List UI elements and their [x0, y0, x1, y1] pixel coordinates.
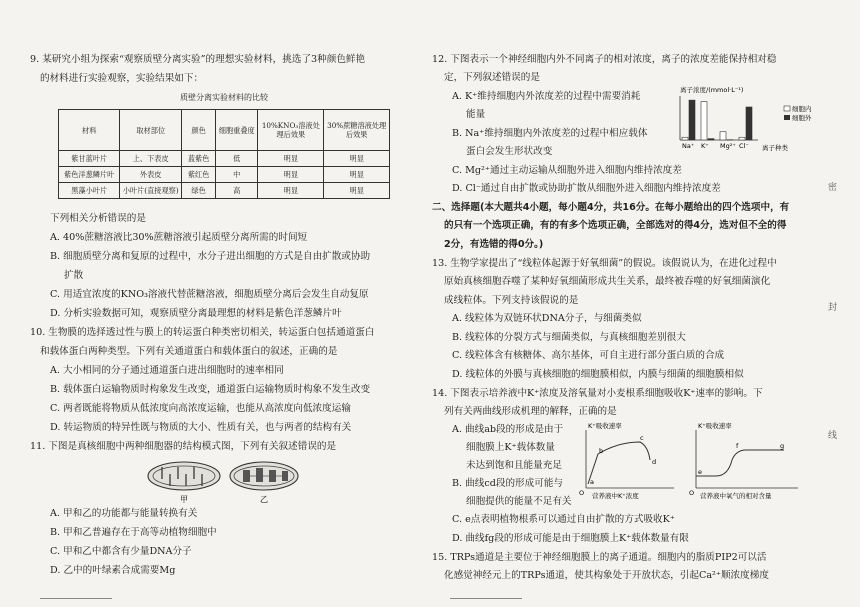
q9-prompt: 下列相关分析错误的是: [50, 213, 146, 224]
q9-table: [58, 109, 390, 199]
chart1-ylabel: K⁺吸收速率: [588, 422, 622, 430]
section2-line2: 的只有一个选项正确，有的有多个选项正确，全部选对的得4分，选对但不全的得: [444, 220, 787, 231]
q11-option-d: D. 乙中的叶绿素合成需要Mg: [50, 565, 176, 576]
table-cell: 明显: [258, 167, 324, 183]
q11-option-b: B. 甲和乙普遍存在于高等动植物细胞中: [50, 527, 217, 538]
q9-table-title: 质壁分离实验材料的比较: [180, 93, 268, 102]
chart2-point-g: g: [780, 442, 785, 450]
chart1-point-a: a: [590, 478, 594, 486]
bar-outside: [689, 100, 695, 140]
q12-option-c: C. Mg²⁺通过主动运输从细胞外进入细胞内维持浓度差: [452, 165, 682, 176]
chart-xlabel: 离子种类: [762, 144, 788, 152]
chart-bars: [682, 100, 752, 140]
bar-inside: [682, 137, 688, 140]
legend-inside: 细胞内: [792, 105, 812, 113]
table-cell: 明显: [324, 183, 390, 199]
chart1-xlabel: 营养液中K⁺浓度: [592, 492, 639, 500]
q9-option-b-line2: 扩散: [64, 270, 84, 281]
q12-stem-line2: 定，下列叙述错误的是: [444, 72, 540, 83]
q12-stem-line1: 12. 下图表示一个神经细胞内外不同离子的相对浓度，离子的浓度差能保持相对稳: [432, 54, 777, 65]
q10-stem-line1: 10. 生物膜的选择透过性与膜上的转运蛋白种类密切相关，转运蛋白包括通道蛋白: [30, 327, 375, 338]
table-cell: 紫红色: [182, 167, 216, 183]
q10-option-c: C. 两者既能将物质从低浓度向高浓度运输，也能从高浓度向低浓度运输: [50, 403, 351, 414]
section2-line1: 二、选择题(本大题共4小题，每小题4分，共16分。在每小题给出的四个选项中，有: [432, 202, 790, 213]
q9-option-c: C. 用适宜浓度的KNO₃溶液代替蔗糖溶液，细胞质壁分离后会发生自动复原: [50, 289, 369, 300]
table-cell: 上、下表皮: [120, 151, 182, 167]
q10-stem-line2: 和载体蛋白两种类型。下列有关通道蛋白和载体蛋白的叙述，正确的是: [40, 346, 338, 357]
legend-outside: 细胞外: [792, 114, 812, 122]
footer-rule: [40, 598, 112, 599]
bar-inside: [739, 137, 745, 140]
q12-option-d: D. Cl⁻通过自由扩散或协助扩散从细胞外进入细胞内维持浓度差: [452, 183, 721, 194]
bar-inside: [701, 102, 707, 141]
table-cell: 中: [216, 167, 258, 183]
q9-option-b-line1: B. 细胞质壁分离和复原的过程中，水分子进出细胞的方式是自由扩散或协助: [50, 251, 371, 262]
q14-chart-k-concentration: [578, 420, 678, 502]
chart2-ylabel: K⁺吸收速率: [698, 422, 732, 430]
section2-line3: 2分，有选错的得0分。): [444, 239, 544, 250]
chart-ylabel: 离子浓度/(mmol·L⁻¹): [680, 86, 744, 94]
x-tick-label: Mg²⁺: [720, 142, 736, 150]
q14-option-c: C. e点表明植物根系可以通过自由扩散的方式吸收K⁺: [452, 514, 675, 525]
chart1-origin: O: [579, 489, 585, 497]
chloroplast-diagram: [230, 462, 298, 490]
margin-seal-char-1: 密: [828, 183, 838, 193]
table-header-cell: 材料: [59, 110, 120, 151]
q13-option-c: C. 线粒体含有核糖体、高尔基体，可自主进行部分蛋白质的合成: [452, 350, 725, 361]
table-header-cell: 10%KNO₃溶液处理后效果: [258, 110, 324, 151]
table-cell: 明显: [258, 151, 324, 167]
chart2-point-f: f: [736, 442, 739, 450]
table-header-cell: 30%蔗糖溶液处理后效果: [324, 110, 390, 151]
table-cell: 明显: [324, 167, 390, 183]
chart2-curve: [696, 450, 784, 476]
q13-option-d: D. 线粒体的外膜与真核细胞的细胞膜相似，内膜与细菌的细胞膜相似: [452, 369, 744, 380]
chart-tick-labels: [682, 142, 749, 150]
table-row: [59, 167, 390, 183]
chart1-point-b: b: [599, 447, 604, 455]
q13-option-a: A. 线粒体为双链环状DNA分子，与细菌类似: [452, 313, 642, 324]
bar-outside: [708, 139, 714, 140]
q13-stem-line1: 13. 生物学家提出了“线粒体起源于好氧细菌”的假说。该假说认为，在进化过程中: [432, 258, 777, 269]
table-cell: 明显: [258, 183, 324, 199]
table-header-cell: 细胞重叠度: [216, 110, 258, 151]
table-cell: 低: [216, 151, 258, 167]
table-cell: 黑藻小叶片: [59, 183, 120, 199]
legend-swatch-outside: [784, 115, 790, 120]
table-cell: 紫甘蓝叶片: [59, 151, 120, 167]
table-cell: 蓝紫色: [182, 151, 216, 167]
q11-option-a: A. 甲和乙的功能都与能量转换有关: [50, 508, 198, 519]
q14-option-b-line1: B. 曲线cd段的形成可能与: [452, 478, 564, 489]
q12-ion-chart: [666, 84, 830, 154]
chart1-point-c: c: [640, 434, 644, 442]
q9-option-a: A. 40%蔗糖溶液比30%蔗糖溶液引起质壁分离所需的时间短: [50, 232, 308, 243]
legend-swatch-inside: [784, 106, 790, 111]
q11-stem: 11. 下图是真核细胞中两种细胞器的结构模式图，下列有关叙述错误的是: [30, 441, 337, 452]
q9-option-d: D. 分析实验数据可知，观察质壁分离最理想的材料是紫色洋葱鳞片叶: [50, 308, 342, 319]
q10-option-d: D. 转运物质的特异性既与物质的大小、性质有关，也与两者的结构有关: [50, 422, 352, 433]
q9-stem-line1: 9. 某研究小组为探索“观察质壁分离实验”的理想实验材料，挑选了3种颜色鲜艳: [30, 54, 366, 65]
x-tick-label: Cl⁻: [739, 142, 749, 150]
table-header-cell: 颜色: [182, 110, 216, 151]
q13-stem-line2: 原始真核细胞吞噬了某种好氧细菌形成共生关系，最终被吞噬的好氧细菌演化: [444, 276, 771, 287]
bar-inside: [720, 132, 726, 140]
chart1-point-d: d: [652, 458, 657, 466]
q13-stem-line3: 成线粒体。下列支持该假说的是: [444, 295, 579, 306]
chart2-xlabel: 营养液中氧气的相对含量: [700, 492, 772, 500]
table-cell: 绿色: [182, 183, 216, 199]
q12-option-b-line1: B. Na⁺维持细胞内外浓度差的过程中相应载体: [452, 128, 648, 139]
mitochondrion-diagram: [148, 462, 220, 490]
q11-option-c: C. 甲和乙中都含有少量DNA分子: [50, 546, 192, 557]
q9-stem-line2: 的材料进行实验观察，实验结果如下：: [40, 73, 204, 84]
q12-option-b-line2: 蛋白会发生形状改变: [466, 146, 553, 157]
margin-seal-char-3: 线: [828, 431, 838, 441]
q10-option-a: A. 大小相同的分子通过通道蛋白进出细胞时的速率相同: [50, 365, 284, 376]
q12-option-a-line1: A. K⁺维持细胞内外浓度差的过程中需要消耗: [452, 91, 641, 102]
bar-outside: [746, 107, 752, 140]
q14-stem-line2: 列有关两曲线形成机理的解释，正确的是: [444, 406, 617, 417]
q12-option-a-line2: 能量: [466, 109, 486, 120]
x-tick-label: K⁺: [701, 142, 709, 150]
table-cell: 紫色洋葱鳞片叶: [59, 167, 120, 183]
chart1-curve: [588, 442, 650, 484]
table-cell: 外表皮: [120, 167, 182, 183]
q14-option-a-line3: 未达到饱和且能量充足: [466, 460, 562, 471]
chart2-point-e: e: [698, 468, 702, 476]
table-cell: 明显: [324, 151, 390, 167]
label-yi: 乙: [260, 495, 268, 504]
x-tick-label: Na⁺: [682, 142, 695, 150]
table-row: [59, 183, 390, 199]
margin-seal-char-2: 封: [828, 303, 838, 313]
footer-rule: [450, 598, 522, 599]
label-jia: 甲: [180, 495, 188, 504]
table-cell: 小叶片(直接观察): [120, 183, 182, 199]
q11-organelle-figure: [140, 458, 330, 506]
table-row: [59, 151, 390, 167]
q15-stem-line2: 化感觉神经元上的TRPs通道，使其构象处于开放状态，引起Ca²⁺顺浓度梯度: [444, 570, 769, 581]
q14-option-a-line2: 细胞膜上K⁺载体数量: [466, 442, 555, 453]
q14-stem-line1: 14. 下图表示培养液中K⁺浓度及溶氧量对小麦根系细胞吸收K⁺速率的影响。下: [432, 388, 763, 399]
chart2-origin: O: [689, 489, 695, 497]
q13-option-b: B. 线粒体的分裂方式与细菌类似，与真核细胞差别很大: [452, 332, 686, 343]
q14-option-a-line1: A. 曲线ab段的形成是由于: [452, 424, 564, 435]
table-header-cell: 取材部位: [120, 110, 182, 151]
q14-option-b-line2: 细胞提供的能量不足有关: [466, 496, 572, 507]
q10-option-b: B. 载体蛋白运输物质时构象发生改变，通道蛋白运输物质时构象不发生改变: [50, 384, 371, 395]
table-header-row: [59, 110, 390, 151]
q15-stem-line1: 15. TRPs通道是主要位于神经细胞膜上的离子通道。细胞内的脂质PIP2可以活: [432, 552, 767, 563]
q14-option-d: D. 曲线fg段的形成可能是由于细胞膜上K⁺载体数量有限: [452, 533, 689, 544]
q14-chart-oxygen: [688, 420, 808, 502]
table-cell: 高: [216, 183, 258, 199]
